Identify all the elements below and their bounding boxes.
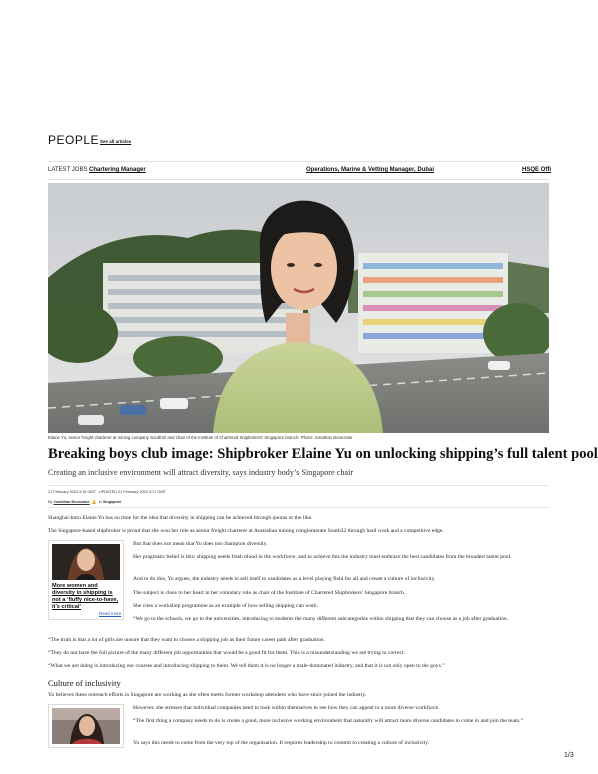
- byline-prefix: By: [48, 500, 53, 504]
- related-article-card[interactable]: [48, 540, 124, 620]
- related-article-thumbnail: [52, 544, 120, 580]
- article-paragraph: The subject is close to her heart in her voluntary role as chair of the Institute of Chartered Shipbrokers’ Singapore branch.: [133, 590, 406, 596]
- article-paragraph: Shanghai-born Elaine Yu has no time for the idea that diversity in shipping can be achieved through quotas or the like.: [48, 515, 313, 521]
- page-number: 1/3: [564, 752, 574, 759]
- job-link-hsqe[interactable]: HSQE Offi: [522, 167, 552, 173]
- updated-date: UPDATED 21 February 2024 3:17 GMT: [99, 490, 166, 494]
- article-paragraph: And to do this, Yu argues, the industry needs to sell itself to candidates as a level playing field for all and create a culture of inclusivity.: [133, 576, 436, 582]
- read-more-link[interactable]: Read more: [99, 611, 122, 616]
- article-byline: [48, 499, 121, 504]
- related-article-card-2[interactable]: [48, 704, 124, 748]
- subheading: Culture of inclusivity: [48, 678, 121, 688]
- article-headline: Breaking boys club image: Shipbroker Elaine Yu on unlocking shipping’s full talent pool: [48, 446, 598, 462]
- byline-in: in: [98, 500, 102, 504]
- article-paragraph: But that does not mean that Yu does not champion diversity.: [133, 541, 268, 547]
- article-paragraph: “We go to the schools, we go to the universities, introducing to students the many different subcategories within shipping that they can choose as a job after graduation.: [133, 616, 509, 622]
- hero-image: [48, 183, 549, 433]
- article-paragraph: Yu believes these outreach efforts in Singapore are working as she often meets former workshop attendees who have since joined the industry.: [48, 692, 367, 698]
- article-paragraph: “The truth is that a lot of girls are unsure that they want to choose a shipping job as their future career path after graduation.: [48, 637, 325, 643]
- divider: [48, 507, 549, 508]
- job-link-operations-manager[interactable]: Operations, Marine & Vetting Manager, Dubai: [306, 167, 435, 173]
- section-title: PEOPLE: [48, 133, 100, 147]
- location-tag[interactable]: Singapore: [102, 500, 122, 504]
- article-paragraph: Her pragmatic belief is this: shipping needs fresh blood in the workforce, and to achieve this the industry must embrace the best candidates from the broadest talent pool.: [133, 554, 512, 560]
- related-article-thumbnail: [52, 708, 120, 744]
- article-paragraph: “They do not have the full picture of the many different job opportunities that would be a good fit for them. This is a misunderstanding we are trying to correct.: [48, 650, 405, 656]
- divider: [48, 485, 549, 486]
- published-date: 21 February 2024 3:15 GMT: [48, 490, 96, 494]
- related-article-title[interactable]: More women and diversity in shipping is not a ‘fluffy nice-to-have, it’s critical’: [52, 583, 119, 610]
- see-all-articles-link[interactable]: See all articles: [100, 139, 132, 144]
- article-paragraph: Yu says this needs to come from the very top of the organisation. It requires leadership to commit to creating a culture of inclusivity.: [133, 740, 430, 746]
- article-standfirst: Creating an inclusive environment will attract diversity, says industry body’s Singapore chair: [48, 468, 354, 477]
- job-link-chartering-manager[interactable]: Chartering Manager: [89, 167, 146, 173]
- article-paragraph: “The first thing a company needs to do is create a good, more inclusive working environment that naturally will attract more diverse candidates to come in and join the team.”: [133, 718, 524, 724]
- author-follow-icon[interactable]: 🔔: [91, 500, 97, 504]
- latest-jobs-label: LATEST JOBS: [48, 167, 88, 173]
- article-paragraph: She cites a workshop programme as an example of how selling shipping can work.: [133, 603, 319, 609]
- article-paragraph: The Singapore-based shipbroker is proud that she won her role as senior freight charterer at Australian mining conglomerate South32 through hard work and a competitive edge.: [48, 528, 444, 534]
- article-paragraph: However, she stresses that individual companies need to look within themselves to see how they can appeal to a more diverse workforce.: [133, 705, 440, 711]
- article-dates: [48, 490, 166, 494]
- author-link[interactable]: Jonathan Boonzaier: [53, 500, 90, 504]
- hero-caption: Elaine Yu, senior freight charterer at mining company South32 and chair of the Institute of Chartered Shipbrokers' Singapore branch. Photo: Jonathan Boonzaier: [48, 435, 353, 440]
- article-paragraph: “What we are doing is introducing our courses and introducing shipping to them. We tell them it is no longer a male-dominated industry, and that it is not only open to the guys.”: [48, 663, 445, 669]
- latest-jobs-bar: [48, 161, 552, 180]
